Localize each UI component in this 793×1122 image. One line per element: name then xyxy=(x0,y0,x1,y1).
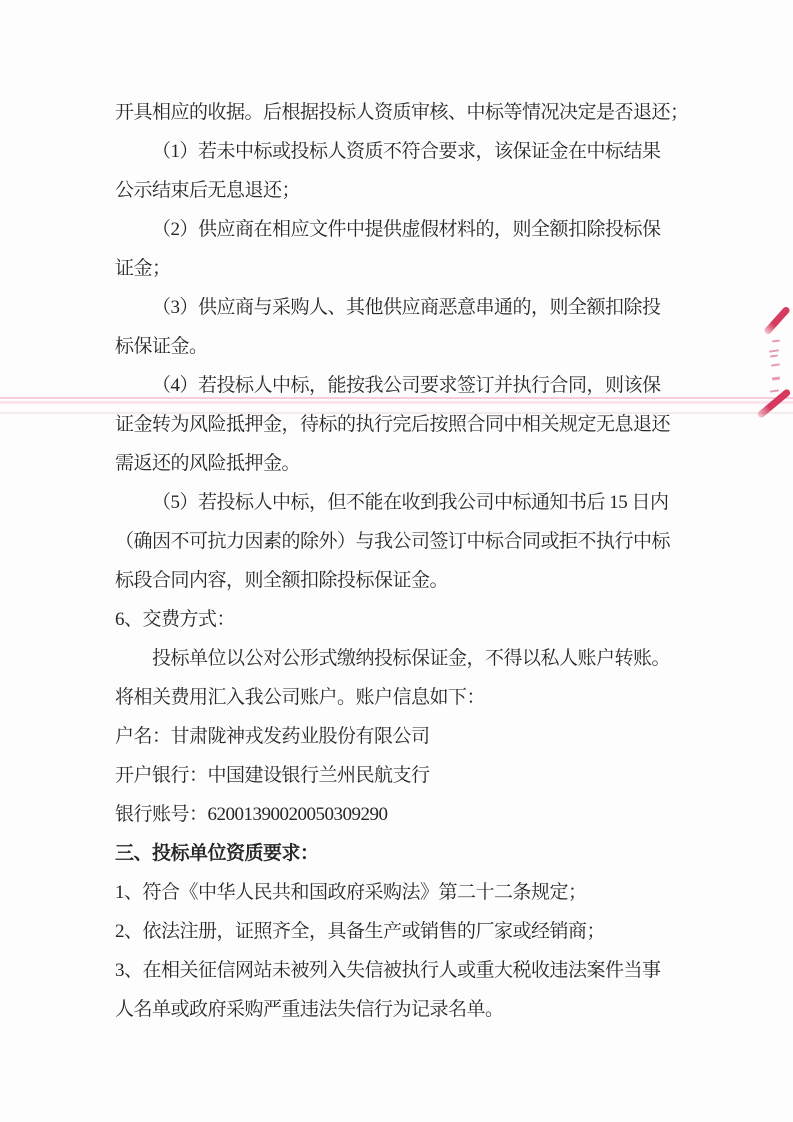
seal-mark-fragment xyxy=(772,339,780,342)
text-line: 户名：甘肃陇神戎发药业股份有限公司 xyxy=(115,726,430,747)
seal-mark-fragment xyxy=(769,349,779,352)
text-line: 证金； xyxy=(115,258,171,279)
seal-stroke-icon xyxy=(756,388,791,419)
seal-mark-fragment xyxy=(772,376,780,380)
text-line: 公示结束后无息退还； xyxy=(115,180,301,201)
text-line: 投标单位以公对公形式缴纳投标保证金，不得以私人账户转账。 xyxy=(152,648,671,669)
text-line: 人名单或政府采购严重违法失信行为记录名单。 xyxy=(115,999,504,1020)
text-line: 标段合同内容，则全额扣除投标保证金。 xyxy=(115,570,449,591)
text-line: （确因不可抗力因素的除外）与我公司签订中标合同或拒不执行中标 xyxy=(115,531,671,552)
text-line: 1、符合《中华人民共和国政府采购法》第二十二条规定； xyxy=(115,882,587,903)
text-line: 需返还的风险抵押金。 xyxy=(115,453,301,474)
text-line: （3）供应商与采购人、其他供应商恶意串通的，则全额扣除投 xyxy=(152,297,661,318)
seal-mark-fragment xyxy=(770,354,778,357)
text-line: 3、在相关征信网站未被列入失信被执行人或重大税收违法案件当事 xyxy=(115,960,661,981)
text-line: 三、投标单位资质要求： xyxy=(115,843,319,864)
text-line: 6、交费方式： xyxy=(115,609,236,630)
text-line: 证金转为风险抵押金，待标的执行完后按照合同中相关规定无息退还 xyxy=(115,414,671,435)
seal-mark-fragment xyxy=(770,389,779,392)
text-line: （5）若投标人中标，但不能在收到我公司中标通知书后 15 日内 xyxy=(152,492,669,513)
text-line: 开户银行：中国建设银行兰州民航支行 xyxy=(115,765,430,786)
text-line: 将相关费用汇入我公司账户。账户信息如下： xyxy=(115,687,486,708)
text-line: （2）供应商在相应文件中提供虚假材料的，则全额扣除投标保 xyxy=(152,219,661,240)
text-line: （1）若未中标或投标人资质不符合要求，该保证金在中标结果 xyxy=(152,141,661,162)
text-line: 标保证金。 xyxy=(115,336,208,357)
document-body xyxy=(115,93,689,1029)
seal-stroke-icon xyxy=(763,306,791,336)
text-line: （4）若投标人中标，能按我公司要求签订并执行合同，则该保 xyxy=(152,375,661,396)
seal-mark-fragment xyxy=(771,363,780,366)
text-line: 2、依法注册，证照齐全，具备生产或销售的厂家或经销商； xyxy=(115,921,606,942)
text-line: 开具相应的收据。后根据投标人资质审核、中标等情况决定是否退还； xyxy=(115,102,689,123)
text-line: 银行账号：62001390020050309290 xyxy=(115,804,388,825)
